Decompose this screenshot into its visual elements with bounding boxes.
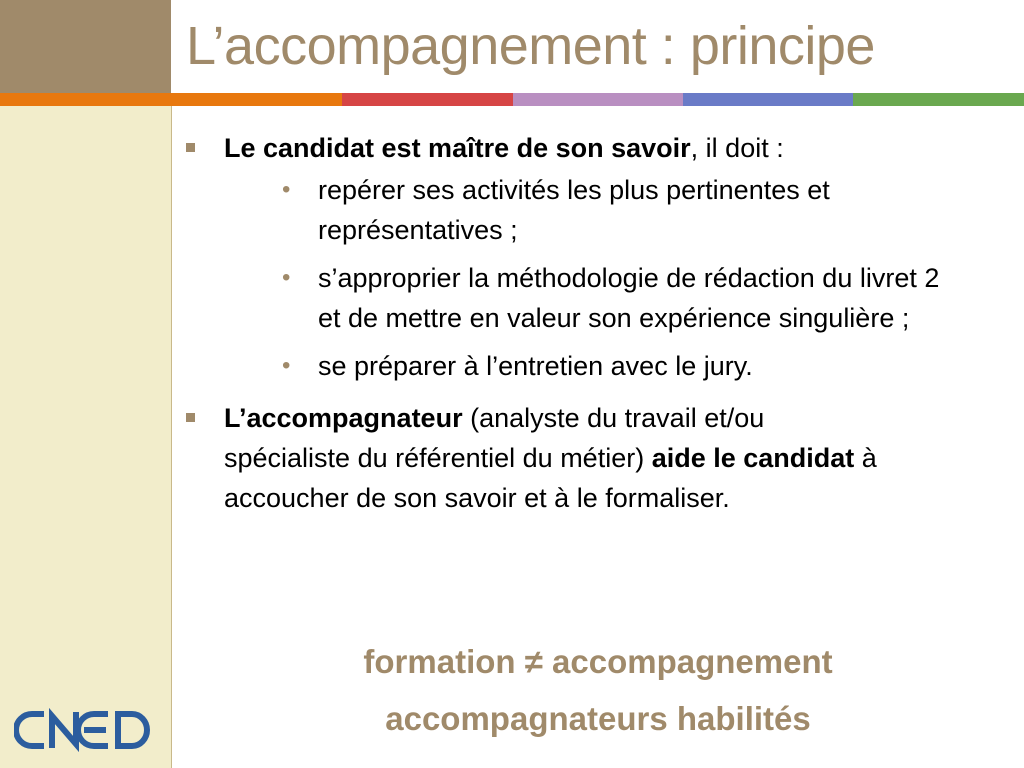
bullet-candidat: [186, 128, 1006, 168]
sub-item-text: s’approprier la méthodologie de rédaction du livret 2 et de mettre en valeur son expérience singulière ;: [318, 263, 940, 333]
dot-bullet-icon: •: [282, 264, 291, 291]
accompagnateur-bold-text: L’accompagnateur: [224, 403, 463, 433]
logo-text: CNED: [14, 753, 17, 754]
aide-candidat-bold-text: aide le candidat: [651, 443, 855, 473]
color-stripe: [0, 93, 1024, 106]
cned-logo-icon: [14, 706, 156, 754]
list-item: [280, 170, 960, 250]
dot-bullet-icon: •: [282, 352, 291, 379]
cned-logo-letters: [16, 712, 147, 748]
slide-title: L’accompagnement : principe: [186, 16, 875, 76]
logo-letter-d: [118, 714, 147, 746]
sub-item-text: repérer ses activités les plus pertinentes et représentatives ;: [318, 175, 830, 245]
bullet-accompagnateur: [186, 398, 886, 518]
candidat-sub-list: [280, 170, 1006, 386]
sub-item-text: se préparer à l’entretien avec le jury.: [318, 351, 753, 381]
tagline-habilites: accompagnateurs habilités: [385, 700, 811, 737]
tagline-formation: formation ≠ accompagnement: [363, 643, 833, 680]
list-item: [280, 258, 960, 338]
left-panel: [0, 93, 171, 768]
candidat-bold-text: Le candidat est maître de son savoir: [224, 133, 691, 163]
logo-letter-e: [78, 714, 108, 746]
logo-letter-n: [52, 712, 76, 748]
stripe-green: [853, 93, 1024, 106]
stripe-red: [342, 93, 513, 106]
stripe-orange: [0, 93, 342, 106]
logo-letter-c: [16, 714, 44, 746]
dot-bullet-icon: •: [282, 176, 291, 203]
square-bullet-icon: [186, 413, 195, 422]
stripe-blue: [683, 93, 853, 106]
stripe-lilac: [513, 93, 683, 106]
accompagnateur-rest-text: à accoucher de son savoir et à le formaliser.: [224, 443, 877, 513]
accompagnateur-text: (analyste du travail et/ou spécialiste du référentiel du métier): [224, 403, 765, 473]
slide-content: [186, 128, 1006, 518]
list-item: [280, 346, 960, 386]
candidat-rest-text: , il doit :: [690, 133, 784, 163]
square-bullet-icon: [186, 143, 195, 152]
corner-block: [0, 0, 171, 93]
